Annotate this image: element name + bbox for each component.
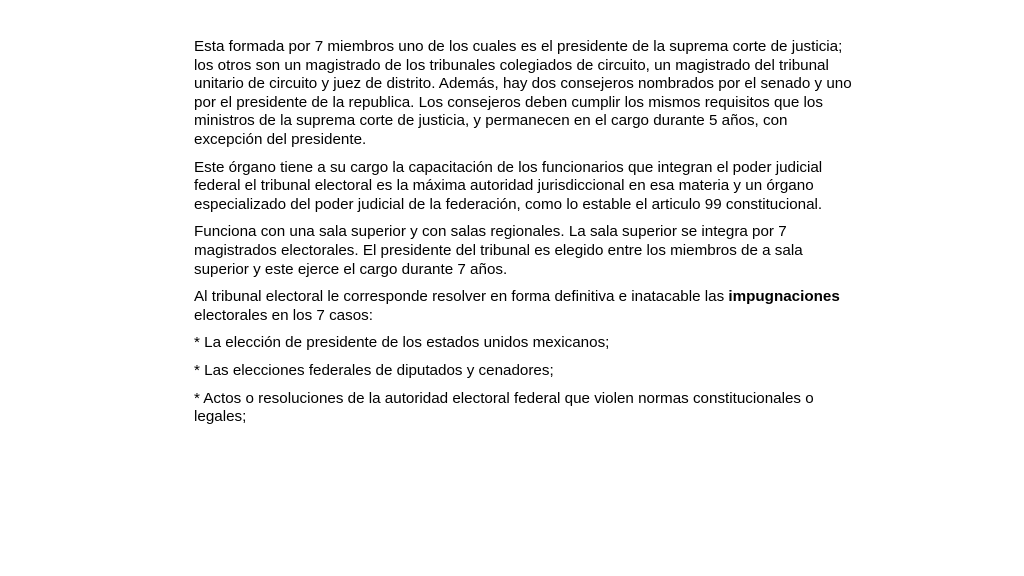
list-item-presidential-election: * La elección de presidente de los estados unidos mexicanos; [194,334,610,352]
impugnaciones-bold-term: impugnaciones [728,288,840,306]
paragraph-impugnaciones-outro: electorales en los 7 casos: [194,306,373,324]
list-item-electoral-acts: * Actos o resoluciones de la autoridad electoral federal que violen normas constitucionales o legales; [194,389,814,426]
paragraph-composition: Esta formada por 7 miembros uno de los cuales es el presidente de la suprema corte de justicia; los otros son un magistrado de los tribunales colegiados de circuito, un magistrado del tribunal unitario de circuito y juez de distrito. Además, hay dos consejeros nombrados por el senado y uno por el presidente de la republica. Los consejeros deben cumplir los mismos requisitos que los ministros de la suprema corte de justicia, y permanecen en el cargo durante 5 años, con excepción del presidente. [194,38,852,148]
paragraph-chambers: Funciona con una sala superior y con salas regionales. La sala superior se integra por 7 magistrados electorales. El presidente del tribunal es elegido entre los miembros de a sala superior y este ejerce el cargo durante 7 años. [194,223,803,278]
paragraph-organ-duties: Este órgano tiene a su cargo la capacitación de los funcionarios que integran el poder judicial federal el tribunal electoral es la máxima autoridad jurisdiccional en esa materia y un órgano especializado del poder judicial de la federación, como lo estable el articulo 99 constitucional. [194,158,823,213]
list-item-federal-elections: * Las elecciones federales de diputados y cenadores; [194,361,554,379]
paragraph-impugnaciones-intro: Al tribunal electoral le corresponde resolver en forma definitiva e inatacable las [194,288,729,306]
paragraph-impugnaciones [194,288,854,325]
body-text [194,38,854,436]
